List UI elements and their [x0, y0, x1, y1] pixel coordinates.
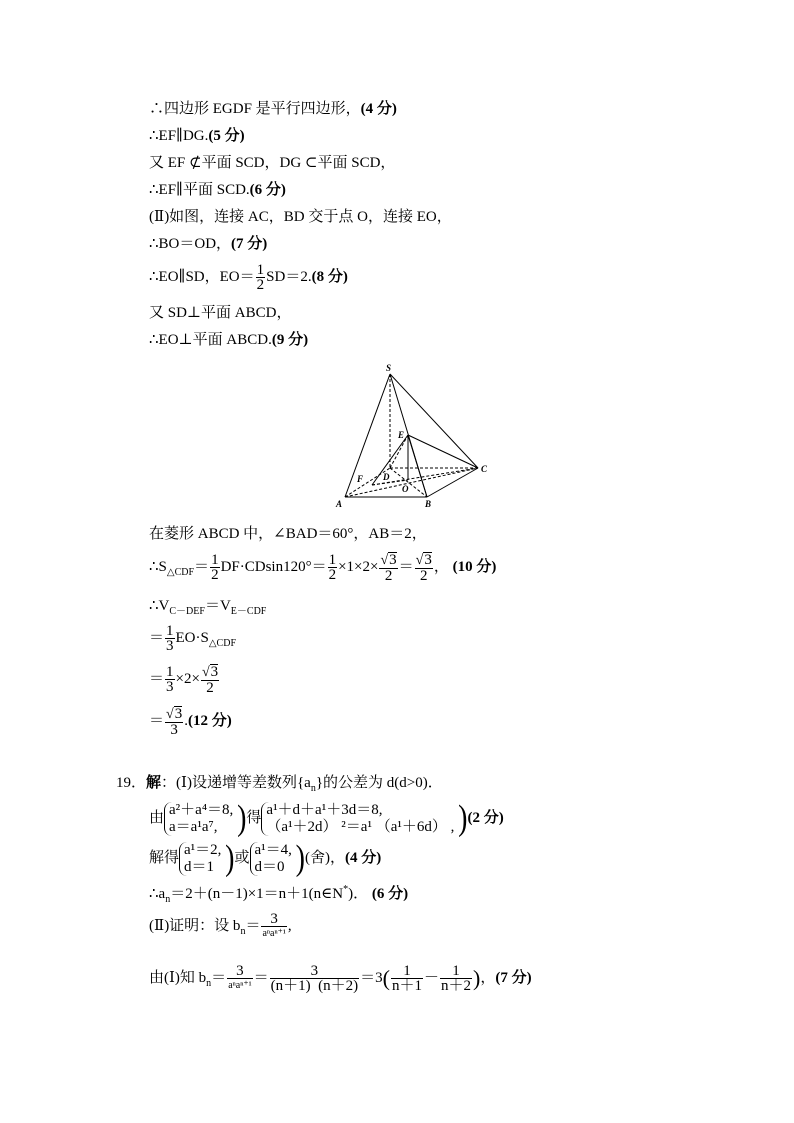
label-s: S: [386, 363, 392, 373]
text-line: $\therefore V_{C-DEF}=V_{E-CDF}$: [149, 598, 267, 617]
text-line: 在菱形 ABCD 中，∠BAD＝60°，AB＝2，: [149, 526, 427, 542]
equation-system: a²＋a⁴＝8, a＝a¹a⁷,: [164, 802, 233, 836]
text-line: ＝ $\frac{1}{3}$ $EO\cdot S_{\triangle CDF}$: [149, 623, 237, 654]
question-19-header: 19．解：(Ⅰ)设递增等差数列$\{a_n\}$的公差为 d(d>0)．: [116, 775, 443, 794]
text-line: ∴BO＝OD，(7 分): [149, 236, 268, 252]
text-line: ∴EF∥平面 SCD.(6 分): [149, 182, 286, 198]
text-line: 由 a²＋a⁴＝8, a＝a¹a⁷, )得 a¹＋d＋a¹＋3d＝8, （a¹＋2d） ²＝a¹ （a¹＋6d） , )(2 分): [149, 797, 504, 839]
fraction: $\frac{√3}{2}$: [201, 664, 219, 696]
text-line: 解得 a¹＝2, d＝1 )或 a¹＝4, d＝0 )(舍)，(4 分): [149, 837, 382, 879]
fraction: $\frac{1}{n+1}$: [391, 963, 422, 994]
pyramid-figure: [330, 360, 500, 515]
fraction: $\frac{1}{2}$: [256, 262, 265, 293]
label-b: B: [425, 499, 432, 509]
fraction: $\frac{1}{3}$: [166, 623, 174, 654]
text-line: 又 SD⊥平面 ABCD，: [149, 305, 292, 321]
text-line: ∴EO⊥平面 ABCD.(9 分): [149, 332, 309, 348]
equation-system: a¹＋d＋a¹＋3d＝8, （a¹＋2d） ²＝a¹ （a¹＋6d） ,: [261, 802, 454, 836]
fraction: $\frac{1}{2}$: [211, 552, 219, 583]
text-line: (Ⅱ)如图，连接 AC，BD 交于点 O，连接 EO，: [149, 209, 452, 225]
label-a: A: [336, 499, 343, 509]
fraction: $\frac{3}{\text{aⁿaⁿ⁺¹}}$: [262, 911, 286, 939]
equation-system: a¹＝4, d＝0: [250, 842, 292, 876]
fraction: $\frac{1}{2}$: [328, 552, 337, 583]
fraction: $\frac{√3}{2}$: [415, 552, 432, 584]
text-line: ∴EF∥DG.(5 分): [149, 128, 245, 144]
text-line: ∴EO∥SD，EO＝ $\frac{1}{2}$ SD＝2.(8 分): [149, 262, 348, 293]
text-line: $\therefore a_n=2+(n-1)\times 1=n+1(n\in N^*)$． (6 分): [149, 884, 409, 905]
label-o: O: [402, 484, 409, 494]
text-line: 又 EF ⊄平面 SCD，DG ⊂平面 SCD，: [149, 155, 396, 171]
label-e: E: [398, 430, 405, 440]
label-f: F: [357, 474, 364, 484]
equation-system: a¹＝2, d＝1: [179, 842, 221, 876]
text-line: 由(Ⅰ)知 $b_n=$ $\frac{3}{\text{aⁿaⁿ⁺¹}}$ ＝ $\frac{3}{(n+1) (n+2)}$ ＝3( $\frac{1}{n+1}$ － $\frac{1}{n+2}$ )，(7 分): [149, 963, 532, 994]
fraction: $\frac{1}{3}$: [166, 664, 174, 695]
text-line: $\therefore S_{\triangle CDF}=$ $\frac{1}{2}$ DF·CDsin120°＝ $\frac{1}{2}$ ×1×2× $\frac{√3}{2}$ ＝ $\frac{√3}{2}$ ， (10 分): [149, 552, 497, 584]
fraction: $\frac{3}{\text{aⁿaⁿ⁺¹}}$: [228, 963, 252, 991]
text-line: (Ⅱ)证明：设 $b_n=$ $\frac{3}{\text{aⁿaⁿ⁺¹}}$ ,: [149, 911, 292, 939]
fraction: $\frac{1}{n+2}$: [441, 963, 472, 994]
fraction: $\frac{3}{(n+1) (n+2)}$: [270, 963, 359, 994]
label-d: D: [383, 472, 390, 482]
label-c: C: [481, 464, 488, 474]
fraction: $\frac{√3}{3}$: [166, 706, 183, 738]
fraction: $\frac{√3}{2}$: [380, 552, 397, 584]
text-line: ＝ $\frac{√3}{3}$ .(12 分): [149, 706, 232, 738]
text-line: ＝ $\frac{1}{3}$ ×2× $\frac{√3}{2}$: [149, 664, 219, 696]
text-line: ∴四边形 EGDF 是平行四边形，(4 分): [149, 101, 397, 117]
